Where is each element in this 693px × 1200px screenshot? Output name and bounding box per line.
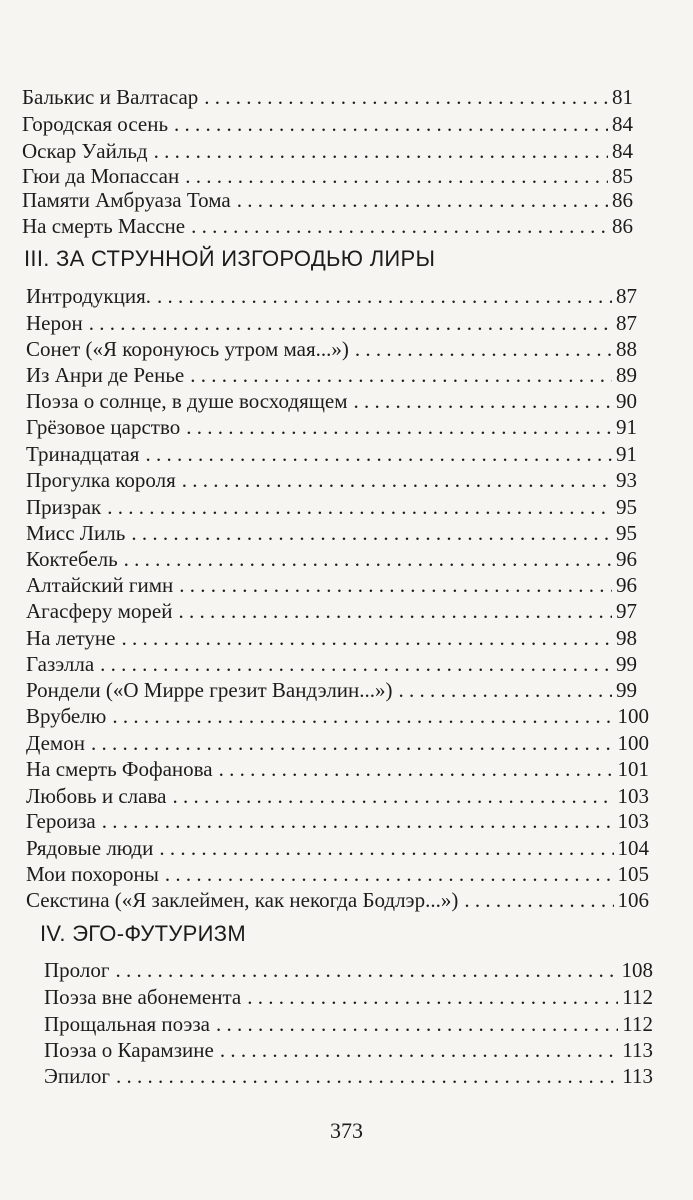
- toc-entry-page: 84: [612, 112, 633, 136]
- toc-entry: [26, 783, 649, 809]
- toc-entry-title: Героиза: [26, 809, 96, 833]
- toc-entry: [26, 677, 637, 703]
- toc-entry: [26, 756, 649, 782]
- toc-entry-title: Любовь и слава: [26, 784, 167, 808]
- leader-dots: [179, 572, 612, 598]
- toc-entry: [26, 651, 637, 677]
- toc-entry: [22, 213, 633, 239]
- toc-entry-page: 112: [622, 1012, 653, 1036]
- toc-entry-title: Из Анри де Ренье: [26, 363, 185, 387]
- toc-entry-page: 95: [616, 521, 637, 545]
- toc-entry-title: Демон: [26, 731, 85, 755]
- leader-dots: [157, 283, 612, 309]
- toc-entry-title: Интродукция.: [26, 284, 152, 308]
- toc-entry-title: Гюи да Мопассан: [22, 164, 180, 188]
- leader-dots: [355, 336, 612, 362]
- toc-entry-page: 86: [612, 188, 633, 212]
- toc-entry: [26, 362, 637, 388]
- toc-entry-page: 84: [612, 139, 633, 163]
- toc-entry-page: 91: [616, 442, 637, 466]
- toc-entry: [26, 310, 637, 336]
- toc-entry-page: 87: [616, 284, 637, 308]
- toc-entry-page: 100: [617, 704, 649, 728]
- toc-entry: [26, 520, 637, 546]
- toc-entry-page: 106: [617, 888, 649, 912]
- leader-dots: [464, 887, 613, 913]
- toc-entry-page: 96: [616, 547, 637, 571]
- leader-dots: [154, 138, 608, 164]
- leader-dots: [122, 625, 613, 651]
- toc-entry-title: Городская осень: [22, 112, 169, 136]
- toc-entry: [26, 336, 637, 362]
- toc-entry-page: 93: [616, 468, 637, 492]
- leader-dots: [174, 111, 608, 137]
- toc-entry-title: Мисс Лиль: [26, 521, 126, 545]
- leader-dots: [354, 388, 612, 414]
- toc-entry-title: На смерть Массне: [22, 214, 186, 238]
- toc-entry-title: Коктебель: [26, 547, 118, 571]
- toc-entry: [26, 494, 637, 520]
- leader-dots: [115, 957, 617, 983]
- toc-entry-page: 99: [616, 678, 637, 702]
- leader-dots: [185, 163, 608, 189]
- toc-entry-title: На смерть Фофанова: [26, 757, 213, 781]
- toc-entry-page: 81: [612, 85, 633, 109]
- toc-entry-title: Мои похороны: [26, 862, 159, 886]
- toc-entry: [26, 808, 649, 834]
- toc-entry-page: 98: [616, 626, 637, 650]
- toc-entry-title: Поэза о Карамзине: [44, 1038, 214, 1062]
- leader-dots: [399, 677, 612, 703]
- toc-entry-page: 104: [617, 836, 649, 860]
- leader-dots: [178, 598, 612, 624]
- toc-entry-page: 113: [622, 1064, 653, 1088]
- leader-dots: [165, 861, 614, 887]
- toc-entry-page: 103: [617, 809, 649, 833]
- toc-entry-page: 99: [616, 652, 637, 676]
- toc-entry-page: 95: [616, 495, 637, 519]
- leader-dots: [237, 187, 608, 213]
- toc-entry: [44, 1037, 653, 1063]
- leader-dots: [91, 730, 614, 756]
- toc-entry: [26, 835, 649, 861]
- toc-entry-page: 85: [612, 164, 633, 188]
- toc-entry: [26, 388, 637, 414]
- toc-entry-title: Призрак: [26, 495, 102, 519]
- toc-entry-title: Грёзовое царство: [26, 415, 181, 439]
- leader-dots: [100, 651, 612, 677]
- toc-entry-title: Поэза о солнце, в душе восходящем: [26, 389, 348, 413]
- leader-dots: [124, 546, 612, 572]
- toc-entry: [26, 467, 637, 493]
- toc-entry-title: Балькис и Валтасар: [22, 85, 199, 109]
- leader-dots: [191, 213, 608, 239]
- section-heading: IV. ЭГО-ФУТУРИЗМ: [40, 921, 246, 946]
- toc-entry-page: 103: [617, 784, 649, 808]
- toc-entry-title: Врубелю: [26, 704, 107, 728]
- toc-entry-page: 100: [617, 731, 649, 755]
- toc-entry: [26, 861, 649, 887]
- toc-entry-title: Эпилог: [44, 1064, 110, 1088]
- toc-entry-title: Алтайский гимн: [26, 573, 174, 597]
- toc-entry-page: 97: [616, 599, 637, 623]
- toc-entry: [22, 84, 633, 110]
- toc-entry-page: 96: [616, 573, 637, 597]
- toc-entry: [26, 703, 649, 729]
- toc-entry-page: 101: [617, 757, 649, 781]
- leader-dots: [107, 494, 612, 520]
- toc-entry-title: Рядовые люди: [26, 836, 154, 860]
- toc-entry: [26, 598, 637, 624]
- leader-dots: [204, 84, 608, 110]
- toc-entry: [22, 163, 633, 189]
- toc-entry: [26, 283, 637, 309]
- toc-entry-title: Тринадцатая: [26, 442, 140, 466]
- toc-entry-title: Оскар Уайльд: [22, 139, 148, 163]
- toc-entry-page: 112: [622, 985, 653, 1009]
- toc-entry-title: На летуне: [26, 626, 116, 650]
- toc-entry: [22, 111, 633, 137]
- toc-entry: [44, 1063, 653, 1089]
- toc-entry-page: 89: [616, 363, 637, 387]
- toc-entry: [22, 138, 633, 164]
- toc-entry-title: Сонет («Я коронуюсь утром мая...»): [26, 337, 349, 361]
- page-number: 373: [330, 1118, 363, 1143]
- toc-entry: [44, 1011, 653, 1037]
- toc-entry: [26, 441, 637, 467]
- leader-dots: [186, 414, 612, 440]
- leader-dots: [216, 1011, 618, 1037]
- leader-dots: [159, 835, 613, 861]
- toc-entry: [26, 887, 649, 913]
- toc-entry-title: Прощальная поэза: [44, 1012, 210, 1036]
- toc-entry-title: Агасферу морей: [26, 599, 173, 623]
- toc-entry-page: 113: [622, 1038, 653, 1062]
- leader-dots: [219, 756, 614, 782]
- toc-entry: [26, 625, 637, 651]
- leader-dots: [172, 783, 613, 809]
- leader-dots: [112, 703, 613, 729]
- toc-entry-title: Пролог: [44, 958, 110, 982]
- toc-entry-page: 88: [616, 337, 637, 361]
- toc-entry: [26, 546, 637, 572]
- leader-dots: [190, 362, 612, 388]
- leader-dots: [102, 808, 614, 834]
- leader-dots: [145, 441, 612, 467]
- leader-dots: [220, 1037, 618, 1063]
- leader-dots: [131, 520, 612, 546]
- toc-entry-title: Газэлла: [26, 652, 95, 676]
- toc-entry: [26, 414, 637, 440]
- toc-entry-title: Памяти Амбруаза Тома: [22, 188, 231, 212]
- toc-entry: [44, 984, 653, 1010]
- leader-dots: [247, 984, 618, 1010]
- toc-entry-title: Поэза вне абонемента: [44, 985, 242, 1009]
- toc-entry-page: 105: [617, 862, 649, 886]
- toc-entry: [26, 572, 637, 598]
- toc-entry-page: 91: [616, 415, 637, 439]
- toc-entry: [26, 730, 649, 756]
- toc-entry-page: 108: [621, 958, 653, 982]
- leader-dots: [89, 310, 612, 336]
- toc-entry-page: 86: [612, 214, 633, 238]
- toc-entry-title: Секстина («Я заклеймен, как некогда Бодлэр...»): [26, 888, 459, 912]
- toc-entry-title: Рондели («О Мирре грезит Вандэлин...»): [26, 678, 393, 702]
- toc-entry: [22, 187, 633, 213]
- section-heading: III. ЗА СТРУННОЙ ИЗГОРОДЬЮ ЛИРЫ: [24, 246, 436, 271]
- leader-dots: [116, 1063, 618, 1089]
- toc-entry-title: Нерон: [26, 311, 83, 335]
- toc-entry-page: 90: [616, 389, 637, 413]
- toc-entry-page: 87: [616, 311, 637, 335]
- toc-entry-title: Прогулка короля: [26, 468, 176, 492]
- toc-entry: [44, 957, 653, 983]
- leader-dots: [182, 467, 612, 493]
